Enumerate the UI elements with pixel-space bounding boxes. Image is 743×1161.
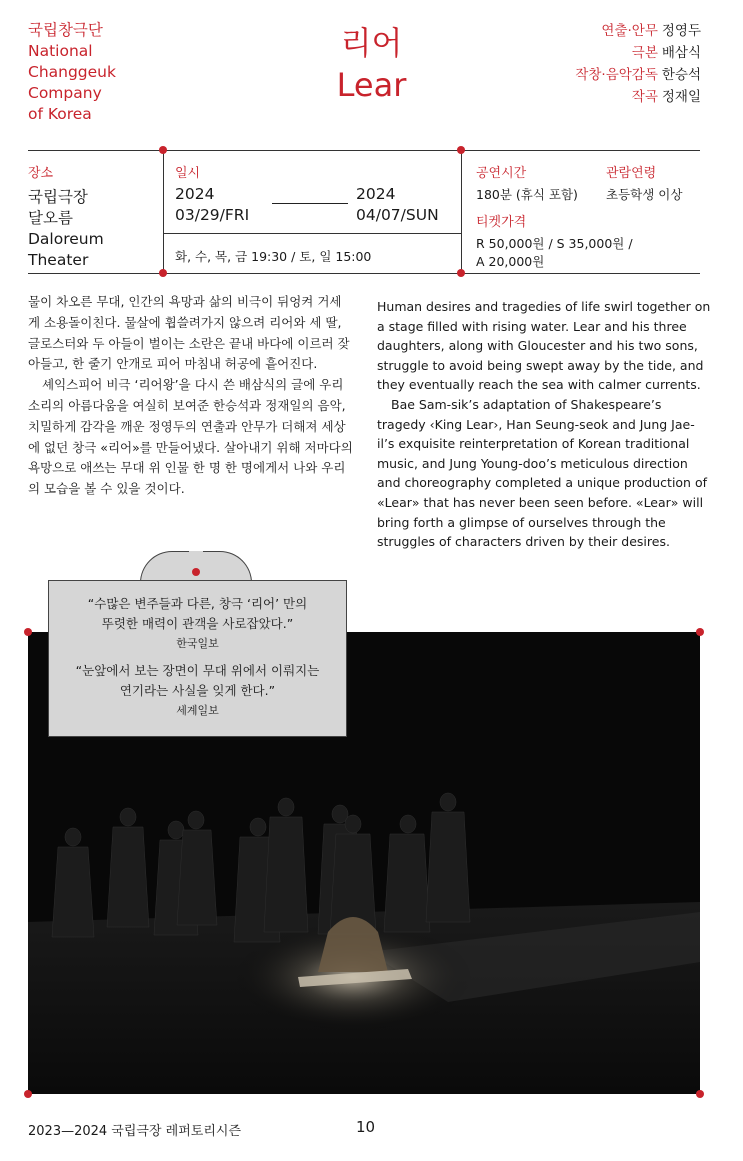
paragraph: Bae Sam-sik’s adaptation of Shakespeare’s tragedy ‹King Lear›, Han Seung-seok and Jung Jae-il’s exquisite reinterpretation of Korean traditional music, and Jung Young-doo’s meticulous direction and choreography completed a unique production of «Lear» that has never been seen before. «Lear» will bring forth a glimpse of ourselves through the struggles of characters driven by their desires.: [377, 396, 708, 550]
start-date: 2024 03/29/FRI: [175, 185, 250, 224]
quote-source: 한국일보: [176, 637, 219, 650]
venue-label: 장소: [28, 166, 54, 181]
company-name-line: National: [28, 42, 93, 60]
corner-dot: [696, 1090, 704, 1098]
company-name-line: Company: [28, 84, 102, 102]
end-date: 2024 04/07/SUN: [356, 185, 439, 224]
credit-item: 극본 배삼식: [631, 45, 701, 61]
quote-box: [48, 580, 347, 737]
ticket-prices: R 50,000원 / S 35,000원 / A 20,000원: [476, 236, 633, 269]
corner-dot: [24, 628, 32, 636]
quote-item: “눈앞에서 보는 장면이 무대 위에서 이뤄지는 연기라는 사실을 잊게 한다.” 세계일보: [49, 661, 346, 718]
credits-list: [575, 20, 701, 108]
paragraph: Human desires and tragedies of life swirl together on a stage filled with rising water. Lear and his three daughters, along with Gloucester and his two sons, struggle to avoid being swept away by the tide, and they eventually reach the sea with calmer currents.: [377, 299, 711, 393]
body-english: [377, 297, 712, 552]
company-name-line: of Korea: [28, 105, 92, 123]
company-name-ko: 국립창극단: [28, 21, 103, 39]
credit-item: 작창·음악감독 한승석: [575, 67, 701, 83]
company-name-line: Changgeuk: [28, 63, 116, 81]
paragraph: 물이 차오른 무대, 인간의 욕망과 삶의 비극이 뒤엉켜 거세게 소용돌이친다. 물살에 휩쓸려가지 않으려 리어와 세 딸, 글로스터와 두 아들이 벌이는 소란은 끝내 바다에 이르러 잦아들고, 한 줄기 안개로 피어 마침내 허공에 흩어진다.: [28, 294, 350, 372]
credit-item: 작곡 정재일: [631, 89, 701, 105]
ticket-label: 티켓가격: [476, 215, 527, 230]
date-range-line: [272, 203, 348, 204]
credit-item: 연출·안무 정영두: [601, 23, 701, 39]
column-divider: [163, 150, 164, 273]
bottom-divider: [28, 273, 700, 274]
season-label: 2023—2024 국립극장 레퍼토리시즌: [28, 1124, 242, 1139]
quote-source: 세계일보: [176, 704, 219, 717]
runtime-label: 공연시간: [476, 166, 527, 181]
quote-dot: [192, 568, 200, 576]
title-ko: 리어: [340, 24, 403, 62]
quote-item: “수많은 변주들과 다른, 창극 ‘리어’ 만의 뚜렷한 매력이 관객을 사로잡았다.” 한국일보: [49, 594, 346, 651]
corner-dot: [24, 1090, 32, 1098]
corner-dot: [457, 269, 465, 277]
corner-dot: [159, 269, 167, 277]
age-rating: 초등학생 이상: [606, 187, 683, 202]
date-divider: [163, 233, 461, 234]
quote-box-tab: [140, 551, 252, 583]
title-en: Lear: [336, 66, 407, 104]
corner-dot: [159, 146, 167, 154]
paragraph: 셰익스피어 비극 ‘리어왕’을 다시 쓴 배삼식의 글에 우리 소리의 아름다움을 여실히 보여준 한승석과 정재일의 음악, 치밀하게 감각을 깨운 정영두의 연출과 안무가 더해져 세상에 없던 창극 «리어»를 만들어냈다. 살아내기 위해 저마다의 욕망으로 애쓰는 무대 위 인물 한 명 한 명에게서 나와 우리의 모습을 볼 수 있을 것이다.: [28, 377, 353, 497]
date-label: 일시: [175, 166, 201, 181]
venue: 국립극장 달오름 Daloreum Theater: [28, 188, 104, 269]
age-label: 관람연령: [606, 166, 657, 181]
page-number: 10: [356, 1118, 376, 1136]
corner-dot: [696, 628, 704, 636]
schedule: 화, 수, 목, 금 19:30 / 토, 일 15:00: [175, 249, 372, 264]
top-divider: [28, 150, 700, 151]
runtime: 180분 (휴식 포함): [476, 187, 578, 202]
body-korean: [28, 292, 353, 500]
corner-dot: [457, 146, 465, 154]
tab-seam-cover: [189, 551, 203, 553]
column-divider: [461, 150, 462, 273]
